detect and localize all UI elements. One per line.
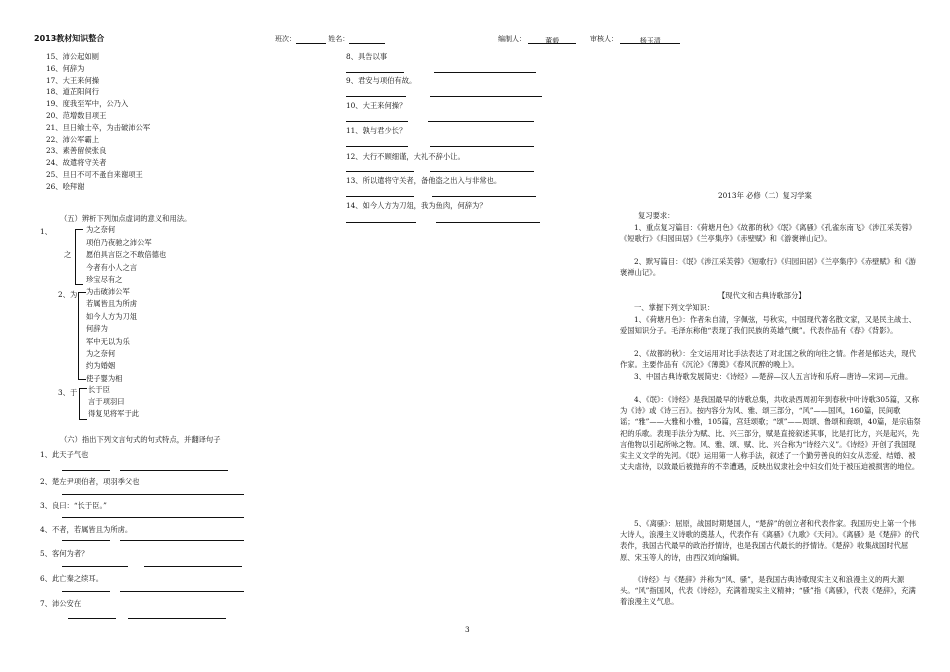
answer-blank <box>428 121 534 122</box>
list-item: 约为婚姻 <box>86 361 116 371</box>
answer-blank <box>62 591 110 592</box>
list-item: 军中无以为乐 <box>86 336 130 346</box>
group1-number: 1、 <box>40 227 52 236</box>
list-item: 6、此亡秦之续耳。 <box>40 574 104 583</box>
paragraph-shijing: 4、《氓》：《诗经》是我国最早的诗歌总集，共收录西周初年到春秋中叶诗歌305篇，又称为《诗》或《诗三百》。按内容分为风、雅、颂三部分，“风”——国风，160篇，民间歌谣；“雅”——大雅和小雅，105篇，宫廷颂歌；“颂”——周颂、鲁颂和商颂，40篇，是宗庙祭祀的乐歌。表现手法分为赋、比、兴三部分，赋是直接叙述其事，比是打比方，兴是起兴，先言他物以引起所咏之物。风、雅、颂、赋、比、兴合称为“诗经六义”。《诗经》开创了我国现实主义文学的先河。《氓》运用第一人称手法，叙述了一个勤劳善良的妇女从恋爱、结婚、被丈夫虐待，以致最后被抛弃的不幸遭遇，反映出奴隶社会中妇女们处于被压迫被损害的地位。 <box>620 395 921 472</box>
list-item: 13、所以遣将守关者，备他盗之出入与非常也。 <box>346 176 502 185</box>
list-item: 今者有小人之言 <box>86 262 138 272</box>
list-item: 如今人方为刀俎 <box>86 311 138 321</box>
list-item: 项伯乃夜驰之沛公军 <box>86 237 152 247</box>
answer-blank <box>62 517 244 518</box>
paragraph-zhu-ziqing: 1、《荷塘月色》：作者朱自清，字佩弦，号秋实，中国现代著名散文家，又是民主战士、爱国知识分子。毛泽东称他“表现了我们民族的英雄气概”。代表作品有《春》《背影》。 <box>620 315 916 336</box>
class-label: 班次： <box>275 35 296 43</box>
answer-blank <box>346 196 414 197</box>
group2-number: 2、为 <box>58 290 78 299</box>
answer-blank <box>436 222 540 223</box>
list-item: 24、故遣将守关者 <box>46 158 107 168</box>
list-item: 15、沛公起如厕 <box>46 52 100 61</box>
page-number: 3 <box>465 625 470 634</box>
name-blank <box>349 36 385 44</box>
answer-blank <box>346 222 416 223</box>
requirement-1: 1、重点复习篇目：《荷塘月色》《故都的秋》《氓》《离骚》《孔雀东南飞》《涉江采芙蓉》《短歌行》《归园田居》《兰亭集序》《赤壁赋》和《游褒禅山记》。 <box>620 223 916 244</box>
study-guide-title: 2013年 必修（二）复习学案 <box>718 191 812 200</box>
class-blank <box>296 36 326 44</box>
list-item: 23、素善留侯张良 <box>46 146 107 156</box>
paragraph-lisao: 5、《离骚》：屈原，战国时期楚国人，“楚辞”的创立者和代表作家。我国历史上第一个伟大诗人，浪漫主义诗歌的奠基人，代表作有《离骚》《九歌》《天问》。《离骚》是《楚辞》的代表作，我国古代最早的政治抒情诗，也是我国古代最长的抒情诗。《楚辞》收集战国时代屈原、宋玉等人的诗，由西汉刘向编辑。 <box>620 519 920 562</box>
editor-name: 董毅 <box>528 36 576 44</box>
paragraph-feng-sao: 《诗经》与《楚辞》并称为“风、骚”，是我国古典诗歌现实主义和浪漫主义的两大源头。“风”指国风，代表《诗经》，充满着现实主义精神；“骚”指《离骚》，代表《楚辞》，充满着浪漫主义气息。 <box>620 575 916 607</box>
document-title: 2013教材知识整合 <box>34 34 105 43</box>
group3-items <box>88 385 139 421</box>
list-item: 何辞为 <box>86 324 108 334</box>
group1-items <box>86 225 166 288</box>
list-item: 使子婴为相 <box>86 373 123 383</box>
list-item: 长于臣 <box>88 385 110 394</box>
list-item: 若属皆且为所虏 <box>86 299 138 309</box>
requirements-heading: 复习要求： <box>638 211 675 220</box>
list-item: 18、道芷阳间行 <box>46 87 100 97</box>
answer-blank <box>120 591 244 592</box>
answer-blank <box>128 618 226 619</box>
list-item: 8、具告以事 <box>346 52 388 61</box>
answer-blank <box>62 470 110 471</box>
group3-brace <box>79 388 87 420</box>
answer-blank <box>144 566 242 567</box>
list-item: 7、沛公安在 <box>40 599 82 608</box>
list-item: 1、此天子气也 <box>40 450 89 459</box>
answer-blank <box>430 171 534 172</box>
list-item: 17、大王来何操 <box>46 75 100 85</box>
list-item: 9、君安与项伯有故。 <box>346 76 417 85</box>
list-item: 11、孰与君少长？ <box>346 126 407 135</box>
list-item: 3、良曰：“长于臣。” <box>40 501 107 510</box>
answer-blank <box>346 96 406 97</box>
list-item: 言于项羽曰 <box>88 397 125 406</box>
list-item: 21、旦日飨士卒，为击破沛公军 <box>46 122 151 132</box>
answer-blank <box>346 72 404 73</box>
class-field <box>275 34 385 44</box>
answer-blank <box>346 121 408 122</box>
list-item: 26、哙拜谢 <box>46 181 85 191</box>
col1-items <box>46 52 150 194</box>
paragraph-poetry-history: 3、中国古典诗歌发展简史：《诗经》—楚辞—汉人五言诗和乐府—唐诗—宋词—元曲。 <box>634 372 913 381</box>
list-item: 得复见将军于此 <box>88 409 140 418</box>
list-item: 为之奈何 <box>86 225 116 234</box>
answer-blank <box>62 540 110 541</box>
group2-brace <box>78 292 86 380</box>
section6-heading: （六）指出下列文言句式的句式特点，并翻译句子 <box>60 435 221 444</box>
list-item: 16、何辞为 <box>46 63 85 73</box>
list-item: 为之奈何 <box>86 348 116 358</box>
reviewer-name: 杨玉清 <box>620 36 680 44</box>
paragraph-yu-dafu: 2、《故都的秋》：全文运用对比手法表达了对北国之秋的向往之情。作者是郁达夫，现代作家。主要作品有《沉沦》《薄奠》《春风沉醉的晚上》。 <box>620 349 916 370</box>
list-item: 20、范增数目项王 <box>46 110 107 120</box>
answer-blank <box>68 618 116 619</box>
list-item: 10、大王来何操？ <box>346 101 407 110</box>
answer-blank <box>434 72 536 73</box>
list-item: 19、度我至军中，公乃入 <box>46 99 129 109</box>
list-item: 14、如今人方为刀俎，我为鱼肉，何辞为？ <box>346 201 487 210</box>
list-item: 12、大行不顾细谨，大礼不辞小让。 <box>346 152 465 161</box>
answer-blank <box>346 171 414 172</box>
answer-blank <box>432 196 536 197</box>
list-item: 愿伯具言臣之不敢倍德也 <box>86 250 167 260</box>
list-item: 2、楚左尹项伯者，项羽季父也 <box>40 477 140 486</box>
answer-blank <box>430 146 534 147</box>
list-item: 5、客何为者？ <box>40 549 89 558</box>
group1-char: 之 <box>64 250 72 259</box>
list-item: 珍宝尽有之 <box>86 275 123 285</box>
reviewer-label: 审核人： <box>590 35 618 43</box>
requirement-2: 2、默写篇目：《氓》《涉江采芙蓉》《短歌行》《归园田居》《兰亭集序》《赤壁赋》和《游褒禅山记》。 <box>620 257 916 278</box>
section5-heading: （五）辨析下列加点虚词的意义和用法。 <box>60 214 192 223</box>
answer-blank <box>346 146 408 147</box>
group3-number: 3、于 <box>58 388 78 397</box>
reviewer-field <box>590 34 680 44</box>
group2-items <box>86 287 137 386</box>
answer-blank <box>120 540 244 541</box>
answer-blank <box>430 96 542 97</box>
group1-brace <box>75 229 83 285</box>
list-item: 为击破沛公军 <box>86 287 130 296</box>
section-title: 【现代文和古典诗歌部分】 <box>718 291 806 300</box>
name-label: 姓名： <box>328 35 350 43</box>
list-item: 22、沛公军霸上 <box>46 134 100 144</box>
editor-field <box>498 34 576 44</box>
answer-blank <box>120 470 228 471</box>
list-item: 4、不者，若属皆且为所虏。 <box>40 525 133 534</box>
list-item: 25、旦日不可不蚤自来谢项王 <box>46 169 143 179</box>
part1-heading: 一、掌握下列文学知识： <box>634 303 715 312</box>
editor-label: 编制人： <box>498 35 526 43</box>
answer-blank <box>62 566 128 567</box>
answer-blank <box>62 494 244 495</box>
